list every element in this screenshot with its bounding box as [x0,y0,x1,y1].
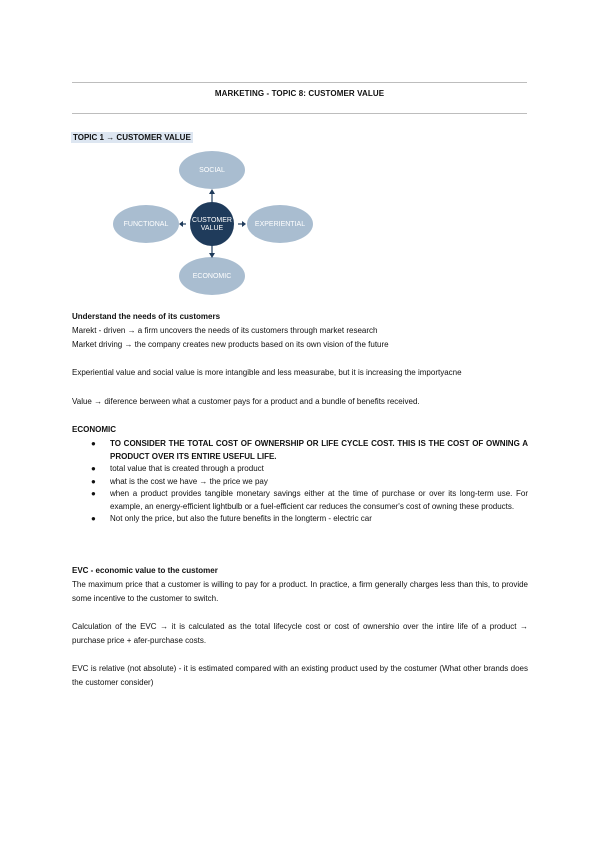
list-item: ● when a product provides tangible monetary savings either at the time of purchase or over its long-term use. For example, an energy-efficient lightbulb or a fuel-efficient car reduces the consumer's cost of owning these products. [91,489,528,511]
economic-label: ECONOMIC [192,273,232,280]
customer-value-diagram [108,148,328,298]
bullet-icon: ● [91,439,96,448]
value-definition: Value → diference berween what a customer pays for a product and a bundle of benefits received. [72,397,420,406]
customer-value-circle [190,202,234,246]
center-label-line2: VALUE [200,225,224,232]
list-item: ● TO CONSIDER THE TOTAL COST OF OWNERSHIP OR LIFE CYCLE COST. THIS IS THE COST OF OWNING A PRODUCT OVER ITS ENTIRE USEFUL LIFE. [91,439,528,461]
bullet-icon: ● [91,489,96,498]
evc-text: The maximum price that a customer is willing to pay for a product. In practice, a firm generally charges less than this, to provide some incentive to the customer to switch. [72,580,528,603]
economic-bullet-list [88,438,528,526]
header-bottom-rule [72,113,527,114]
evc-section [72,564,528,606]
needs-title: Understand the needs of its customers [72,312,221,321]
evc-relative: EVC is relative (not absolute) - it is estimated compared with an existing product used by the costumer (What other brands does the customer consider) [72,664,528,687]
topic-heading: TOPIC 1 → CUSTOMER VALUE [73,133,191,142]
experiential-note: Experiential value and social value is more intangible and less measurabe, but it is increasing the importyacne [72,368,462,377]
needs-line-market-driven: Marekt - driven → a firm uncovers the needs of its customers through market research [72,326,378,335]
page-title: MARKETING - TOPIC 8: CUSTOMER VALUE [214,89,385,98]
needs-line-market-driving: Market driving → the company creates new products based on its own vision of the future [72,340,389,349]
bullet-icon: ● [91,464,96,473]
functional-label: FUNCTIONAL [123,221,169,228]
header-top-rule [72,82,527,83]
evc-calculation: Calculation of the EVC → it is calculated as the total lifecycle cost or cost of ownershio over the intire life of a product → purchase price + afer-purchase costs. [72,622,528,645]
center-label-line1: CUSTOMER [192,217,232,224]
bullet-icon: ● [91,514,96,523]
evc-title: EVC - economic value to the customer [72,566,218,575]
list-item: ● total value that is created through a product [88,463,528,476]
needs-section [72,310,528,352]
economic-title: ECONOMIC [72,425,116,434]
list-item: ● what is the cost we have → the price we pay [88,476,528,489]
bullet-icon: ● [91,476,96,486]
list-item: ● Not only the price, but also the future benefits in the longterm - electric car [88,513,528,526]
experiential-label: EXPERIENTIAL [254,221,306,228]
social-label: SOCIAL [199,167,225,174]
